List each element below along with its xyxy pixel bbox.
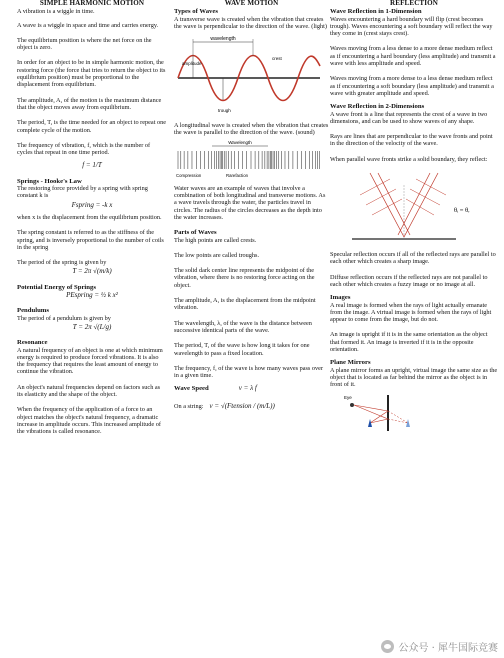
reflection-figure (330, 165, 496, 245)
subheading: Wave Reflection in 2-Dimensions (330, 103, 425, 111)
crest-label: crest (272, 56, 282, 62)
paragraph: A wave is a wiggle in space and time and carries energy. (17, 21, 159, 29)
equation-frequency: f = 1/T (82, 161, 102, 170)
watermark-text: 公众号 · 犀牛国际竞赛 (398, 643, 498, 654)
wechat-icon (381, 640, 394, 653)
wave-speed-row (174, 385, 329, 392)
paragraph: A wave front is a line that represents the crest of a wave in two dimensions, and can be used to show waves of any shape. (330, 110, 488, 125)
eye-label: Eye (344, 394, 352, 400)
paragraph: Water waves are an example of waves that involve a combination of both longitudinal and transverse motions. As a wave travels through the water, the particles travel in circles. The radius of the circles decreases as the depth into the water increases. (174, 184, 326, 221)
paragraph: The period, T, of the wave is how long it takes for one wavelength to pass a fixed location. (174, 342, 310, 357)
paragraph: The frequency, f, of the wave is how many waves pass over in a given time. (174, 364, 324, 380)
string-speed-row (174, 403, 329, 410)
subheading: Images (330, 294, 351, 302)
section-title: REFLECTION (390, 0, 438, 7)
subheading: Types of Waves (174, 8, 218, 16)
paragraph: The low points are called troughs. (174, 251, 260, 259)
paragraph: The amplitude, A, is the displacement from the midpoint vibration. (174, 297, 316, 312)
paragraph: A plane mirror forms an upright, virtual image the same size as the object that is located as far behind the mirror as the object is in front of it. (330, 366, 498, 389)
paragraph: Diffuse reflection occurs if the reflected rays are not parallel to each other which creates a fuzzy image or no image at all. (330, 273, 488, 288)
paragraph: A real image is formed when the rays of light actually emanate from the image. A virtual image is formed when the rays of light appear to come from the image, but do not. (330, 301, 492, 324)
paragraph: In order for an object to be in simple harmonic motion, the restoring force (the force that tries to return the object to its equilibrium position) must be proportional to the displacement from equilibrium. (17, 59, 166, 89)
column-reflection (330, 0, 498, 658)
string-label: On a string: (174, 402, 204, 410)
paragraph: The period of the spring is given by (17, 259, 107, 267)
paragraph: The amplitude, A, of the motion is the maximum distance that the object moves away from equilibrium. (17, 96, 162, 111)
longitudinal-wave-figure (174, 139, 324, 179)
paragraph: A natural frequency of an object is one at which minimum energy is required to produce forced vibrations. It is also the frequency that requires the least amount of energy to continue the vibration. (17, 346, 163, 376)
subheading: Springs - Hooke's Law (17, 177, 82, 185)
paragraph: The frequency of vibration, f, which is the number of cycles that repeat in one time period. (17, 141, 151, 157)
eye-icon (350, 403, 354, 407)
paragraph: An image is upright if it is in the same orientation as the object that formed it. An image is inverted if it is in the opposite orientation. (330, 331, 488, 354)
long-wavelength-label: Wavelength (228, 139, 252, 145)
paragraph: Specular reflection occurs if all of the reflected rays are parallel to each other which creates a sharp image. (330, 251, 496, 266)
trough-label: trough (218, 108, 231, 114)
paragraph: The spring constant is referred to as the stiffness of the spring, and is inversely proportional to the number of coils in the spring (17, 229, 164, 251)
paragraph: When parallel wave fronts strike a solid boundary, they reflect: (330, 155, 488, 163)
image-arrow-icon (406, 419, 410, 427)
equation-spring-pe: PEspring = ½ k x² (66, 291, 118, 300)
subheading: Plane Mirrors (330, 359, 371, 367)
equation-string-speed: v = √(Ftension / (m/L)) (209, 401, 275, 410)
compression-label: Compression (176, 172, 202, 178)
paragraph: Waves moving from a more dense to a less dense medium reflect as if encountering a soft boundary (less amplitude) and transmit a wave with greater amplitude and speed. (330, 75, 494, 97)
paragraph: A vibration is a wiggle in time. (17, 8, 95, 16)
paragraph: When the frequency of the application of a force to an object matches the object's natural frequency, a dramatic increase in amplitude occurs. This increased amplitude of the vibrations is called resonance. (17, 406, 161, 436)
subheading: Parts of Waves (174, 229, 217, 237)
subheading: Potential Energy of Springs (17, 283, 96, 291)
paragraph: A transverse wave is created when the vibration that creates the wave is perpendicular to the direction of the wave. (light) (174, 15, 327, 30)
subheading: Pendulums (17, 307, 49, 315)
equation-hookes-law: Fspring = -k x (71, 200, 113, 209)
transverse-wave-figure (174, 32, 324, 118)
rarefaction-label: Rarefaction (226, 172, 248, 178)
paragraph: A longitudinal wave is created when the vibration that creates the wave is parallel to the direction of the wave. (sound) (174, 122, 329, 137)
paragraph: Waves moving from a less dense to a more dense medium reflect as if encountering a hard boundary (less amplitude) and transmit a wave with less amplitude and speed. (330, 45, 496, 68)
paragraph: The high points are called crests. (174, 236, 257, 244)
paragraph: The restoring force provided by a spring with spring constant k is (17, 185, 148, 200)
angle-equation-label: θᵢ = θᵣ (454, 207, 470, 215)
paragraph: An object's natural frequencies depend on factors such as its elasticity and the shape of the object. (17, 383, 161, 398)
paragraph: The equilibrium position is where the net force on the object is zero. (17, 36, 152, 52)
subheading: Wave Speed (174, 385, 209, 393)
equation-spring-period: T = 2π √(m/k) (72, 267, 112, 276)
watermark (381, 639, 498, 654)
section-title: WAVE MOTION (224, 0, 279, 7)
amplitude-label: amplitude (182, 61, 202, 67)
plane-mirror-figure (330, 391, 460, 433)
paragraph: The period, T, is the time needed for an object to repeat one complete cycle of the motion. (17, 119, 167, 134)
column-simple-harmonic-motion (17, 0, 167, 658)
subheading: Resonance (17, 339, 48, 347)
wavelength-label: wavelength (210, 36, 236, 43)
section-title: SIMPLE HARMONIC MOTION (39, 0, 145, 7)
paragraph: The wavelength, λ, of the wave is the distance between successive identical parts of the wave. (174, 319, 312, 334)
object-arrow-icon (368, 419, 372, 427)
paragraph: Rays are lines that are perpendicular to the wave fronts and point in the direction of the velocity of the wave. (330, 133, 493, 148)
paragraph: Waves encountering a hard boundary will flip (crest becomes trough). Waves encountering a soft boundary will reflect the way they come in (crest stays crest). (330, 15, 493, 38)
paragraph: when x is the displacement from the equilibrium position. (17, 213, 162, 221)
equation-pendulum-period: T = 2π √(L/g) (72, 322, 112, 331)
subheading: Wave Reflection in 1-Dimension (330, 8, 422, 16)
column-wave-motion (174, 0, 329, 658)
equation-wave-speed: v = λ f (238, 384, 257, 393)
paragraph: The solid dark center line represents the midpoint of the vibration, where there is no restoring force acting on the object. (174, 267, 315, 289)
paragraph: The period of a pendulum is given by (17, 314, 111, 322)
